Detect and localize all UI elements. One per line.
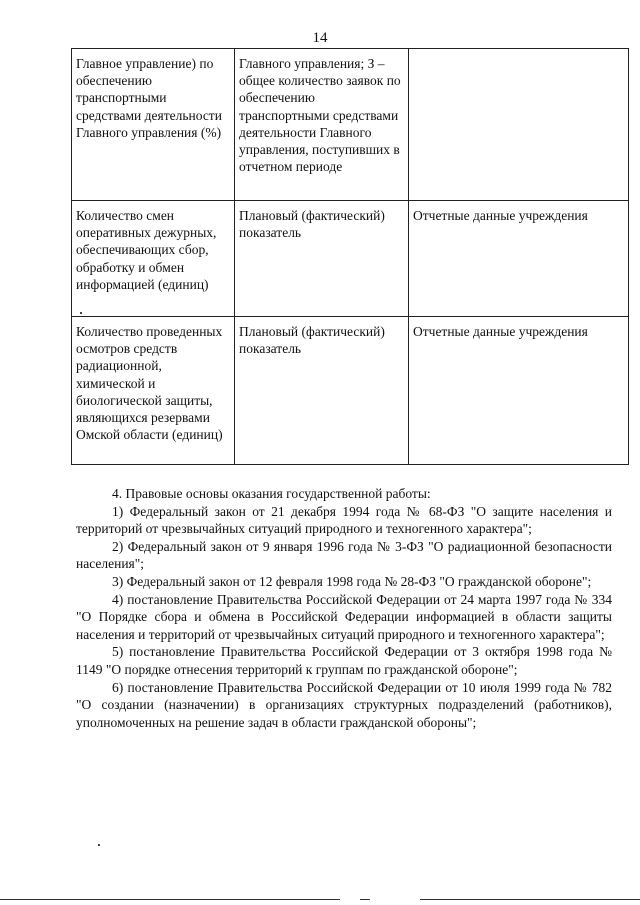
legal-basis-section bbox=[76, 485, 612, 731]
method-cell: Плановый (фактический) показатель bbox=[235, 317, 409, 465]
legal-item: 6) постановление Правительства Российской Федерации от 10 июля 1999 года № 782 "О создании (назначении) в организациях структурных подразделений (работников), уполномоченных на решение задач в области гражданской обороны"; bbox=[76, 679, 612, 730]
source-cell: Отчетные данные учреждения bbox=[409, 317, 629, 465]
scan-speck bbox=[80, 312, 82, 314]
page-number: 14 bbox=[312, 30, 328, 46]
method-cell: Плановый (фактический) показатель bbox=[235, 201, 409, 317]
footer-rule bbox=[360, 899, 370, 900]
legal-item: 5) постановление Правительства Российской Федерации от 3 октября 1998 года № 1149 "О порядке отнесения территорий к группам по гражданской обороне"; bbox=[76, 644, 612, 677]
legal-item: 3) Федеральный закон от 12 февраля 1998 года № 28-ФЗ "О гражданской обороне"; bbox=[112, 573, 592, 589]
legal-item: 2) Федеральный закон от 9 января 1996 года № 3-ФЗ "О радиационной безопасности населения"; bbox=[76, 538, 612, 572]
table-row bbox=[72, 317, 629, 465]
indicator-cell: Количество смен оперативных дежурных, обеспечивающих сбор, обработку и обмен информацией (единиц) bbox=[72, 201, 235, 317]
footer-rule bbox=[420, 899, 640, 900]
indicators-table bbox=[71, 48, 629, 465]
section-heading: 4. Правовые основы оказания государственной работы: bbox=[112, 486, 431, 501]
table-row bbox=[72, 49, 629, 201]
legal-item: 4) постановление Правительства Российской Федерации от 24 марта 1997 года № 334 "О Порядке сбора и обмена в Российской Федерации информацией в области защиты населения и территорий от чрезвычайных ситуаций природного и техногенного характера"; bbox=[76, 591, 612, 642]
table-row bbox=[72, 201, 629, 317]
source-cell: Отчетные данные учреждения bbox=[409, 201, 629, 317]
indicator-cell: Главное управление) по обеспечению транспортными средствами деятельности Главного управления (%) bbox=[72, 49, 235, 201]
footer-rule bbox=[0, 899, 340, 900]
indicator-cell: Количество проведенных осмотров средств радиационной, химической и биологической защиты, являющихся резервами Омской области (единиц) bbox=[72, 317, 235, 465]
legal-item: 1) Федеральный закон от 21 декабря 1994 года № 68-ФЗ "О защите населения и территорий от чрезвычайных ситуаций природного и техногенного характера"; bbox=[76, 503, 612, 537]
scan-speck bbox=[98, 844, 100, 846]
method-cell: Главного управления; З – общее количество заявок по обеспечению транспортными средствами деятельности Главного управления, поступивших в отчетном периоде bbox=[235, 49, 409, 201]
source-cell bbox=[409, 49, 629, 201]
